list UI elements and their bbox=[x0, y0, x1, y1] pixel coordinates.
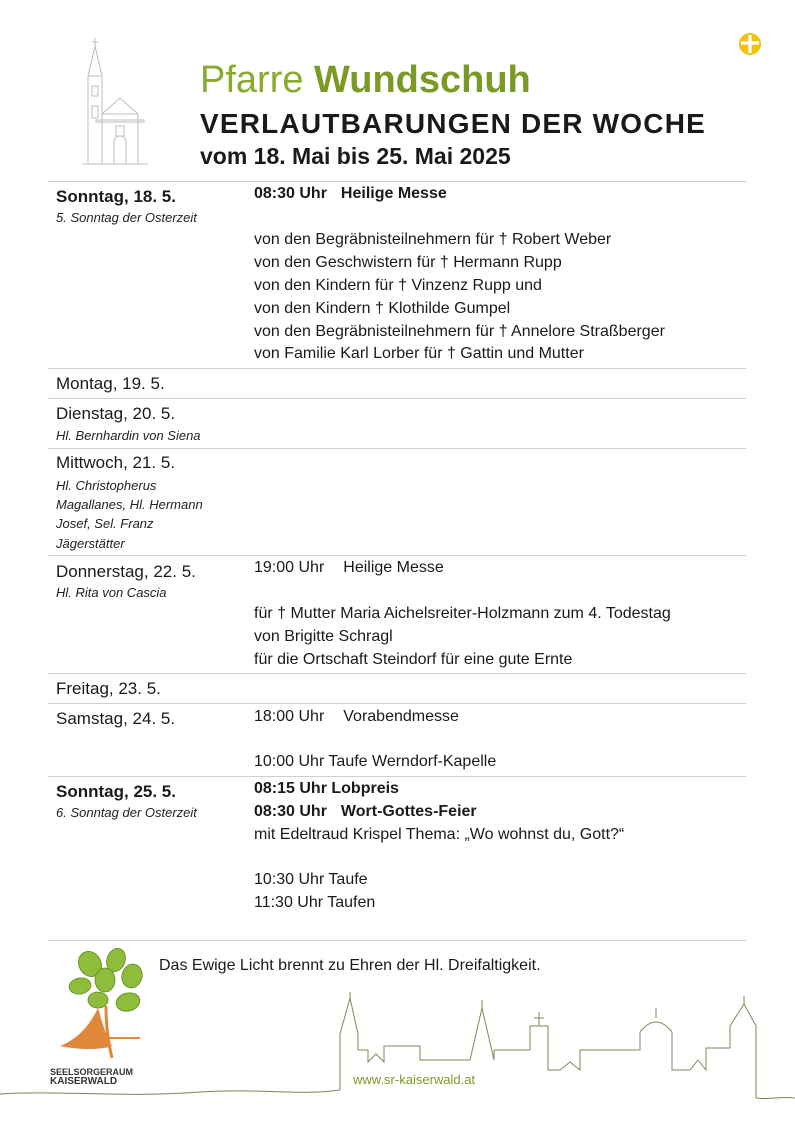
divider bbox=[48, 448, 746, 449]
intention: von den Begräbnisteilnehmern für † Robert Weber bbox=[254, 231, 612, 248]
parish-name: Wundschuh bbox=[314, 59, 531, 101]
date-range: vom 18. Mai bis 25. Mai 2025 bbox=[200, 143, 511, 169]
event-detail: mit Edeltraud Krispel Thema: „Wo wohnst du, Gott?“ bbox=[254, 826, 625, 843]
service-time: 08:30 Uhr bbox=[254, 803, 327, 820]
service-line bbox=[254, 183, 447, 205]
service-line bbox=[254, 557, 444, 579]
divider bbox=[48, 181, 746, 182]
service-line bbox=[254, 801, 477, 823]
service-time: 18:00 Uhr bbox=[254, 708, 325, 725]
service-time: 08:30 Uhr bbox=[254, 185, 327, 202]
day-label: Dienstag, 20. 5. bbox=[56, 404, 176, 423]
service-name: Wort-Gottes-Feier bbox=[340, 803, 477, 820]
skyline-icon bbox=[0, 990, 795, 1110]
day-label: Freitag, 23. 5. bbox=[56, 679, 161, 698]
day-subtitle: Hl. Rita von Cascia bbox=[56, 585, 167, 600]
divider bbox=[48, 398, 746, 399]
divider bbox=[48, 368, 746, 369]
website-link[interactable]: www.sr-kaiserwald.at bbox=[353, 1072, 476, 1087]
intention: von den Kindern für † Vinzenz Rupp und bbox=[254, 277, 542, 294]
intention: für † Mutter Maria Aichelsreiter-Holzmann zum 4. Todestag bbox=[254, 605, 671, 622]
day-label: Mittwoch, 21. 5. bbox=[56, 453, 176, 472]
day-subtitle: Josef, Sel. Franz bbox=[56, 516, 154, 531]
service-time: 19:00 Uhr bbox=[254, 559, 325, 576]
event-line: 10:30 Uhr Taufe bbox=[254, 871, 368, 888]
intention: von Brigitte Schragl bbox=[254, 628, 393, 645]
cross-badge-icon bbox=[738, 32, 762, 56]
day-subtitle: Hl. Bernhardin von Siena bbox=[56, 428, 201, 443]
divider bbox=[48, 555, 746, 556]
intention: für die Ortschaft Steindorf für eine gute Ernte bbox=[254, 651, 573, 668]
day-subtitle: 6. Sonntag der Osterzeit bbox=[56, 805, 197, 820]
service-name: Vorabendmesse bbox=[343, 708, 459, 725]
day-label: Sonntag, 18. 5. bbox=[56, 187, 176, 206]
parish-prefix: Pfarre bbox=[200, 59, 304, 101]
day-subtitle: 5. Sonntag der Osterzeit bbox=[56, 210, 197, 225]
service-name: Heilige Messe bbox=[343, 559, 444, 576]
service-name: Heilige Messe bbox=[340, 185, 447, 202]
divider bbox=[48, 940, 746, 941]
day-subtitle: Magallanes, Hl. Hermann bbox=[56, 497, 203, 512]
event-line: 08:15 Uhr Lobpreis bbox=[254, 780, 399, 797]
day-subtitle: Jägerstätter bbox=[56, 536, 125, 551]
logo-line2: KAISERWALD bbox=[50, 1076, 118, 1087]
divider bbox=[48, 703, 746, 704]
day-label: Donnerstag, 22. 5. bbox=[56, 562, 196, 581]
intention: von Familie Karl Lorber für † Gattin und Mutter bbox=[254, 345, 584, 362]
day-label: Sonntag, 25. 5. bbox=[56, 782, 176, 801]
event-line: 11:30 Uhr Taufen bbox=[254, 894, 376, 911]
eternal-light-note: Das Ewige Licht brennt zu Ehren der Hl. Dreifaltigkeit. bbox=[159, 957, 541, 974]
day-subtitle: Hl. Christopherus bbox=[56, 478, 157, 493]
intention: von den Geschwistern für † Hermann Rupp bbox=[254, 254, 562, 271]
church-icon bbox=[80, 36, 150, 166]
service-line bbox=[254, 706, 459, 728]
day-label: Samstag, 24. 5. bbox=[56, 709, 176, 728]
intention: von den Kindern † Klothilde Gumpel bbox=[254, 300, 511, 317]
event-line: 10:00 Uhr Taufe Werndorf-Kapelle bbox=[254, 753, 497, 770]
day-label: Montag, 19. 5. bbox=[56, 374, 165, 393]
divider bbox=[48, 776, 746, 777]
page-title bbox=[200, 58, 531, 102]
headline: VERLAUTBARUNGEN DER WOCHE bbox=[200, 108, 706, 139]
logo-line1: SEELSORGERAUM bbox=[50, 1067, 134, 1077]
intention: von den Begräbnisteilnehmern für † Annelore Straßberger bbox=[254, 323, 665, 340]
divider bbox=[48, 673, 746, 674]
